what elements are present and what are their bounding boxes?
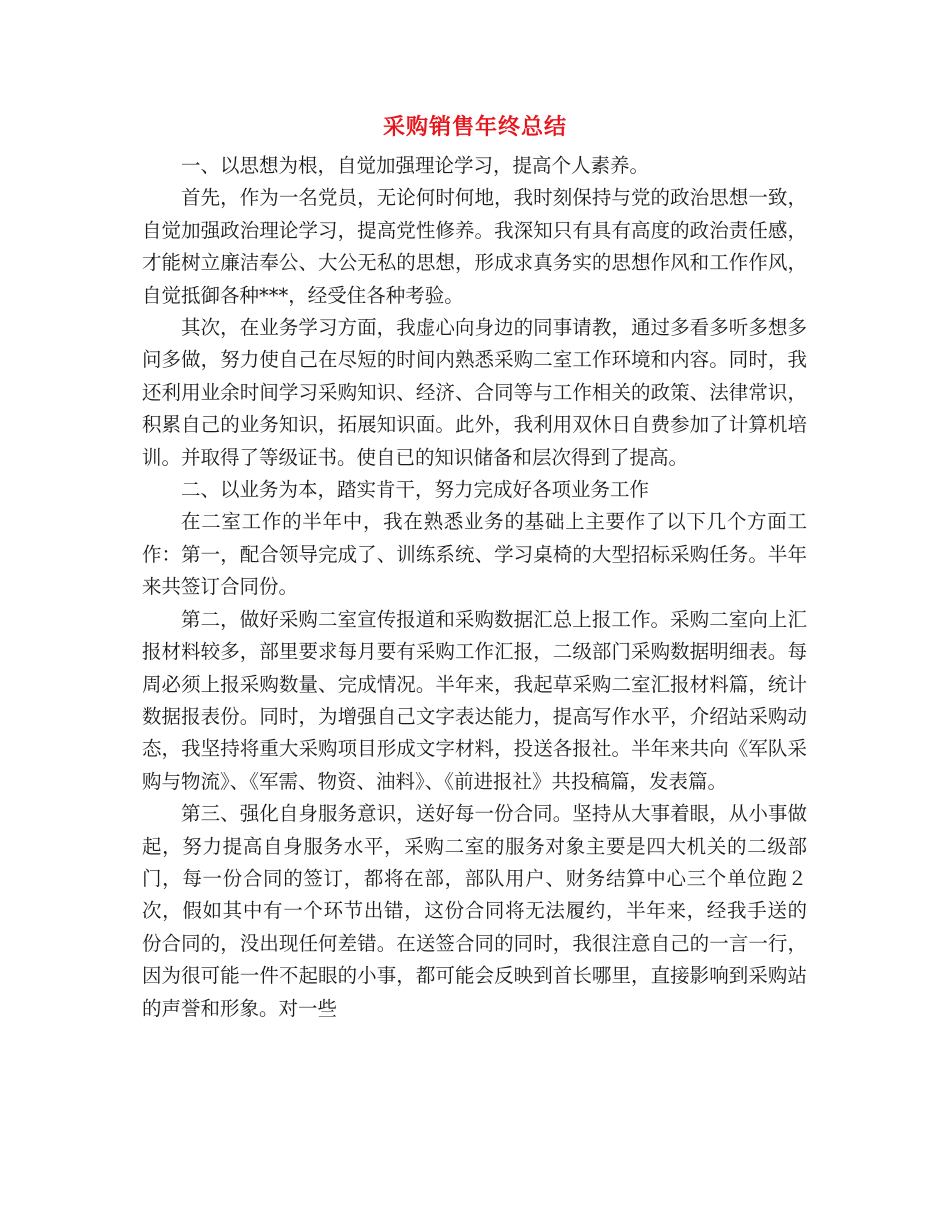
document-title: 采购销售年终总结 [382,114,567,140]
document-body [142,150,807,1025]
paragraph: 第三、强化自身服务意识，送好每一份合同。坚持从大事着眼，从小事做起，努力提高自身服务水平，采购二室的服务对象主要是四大机关的二级部门，每一份合同的签订，都将在部，部队用户、财务结算中心三个单位跑２次，假如其中有一个环节出错，这份合同将无法履约，半年来，经我手送的 份合同的，没出现任何差错。在送签合同的同时，我很注意自己的一言一行，因为很可能一件不起眼的小事，都可能会反映到首长哪里，直接影响到采购站的声誉和形象。对一些 [142,802,807,1020]
section-heading-1: 一、以思想为根，自觉加强理论学习，提高个人素养。 [181,154,650,177]
paragraph: 第二，做好采购二室宣传报道和采购数据汇总上报工作。采购二室向上汇报材料较多，部里要求每月要有采购工作汇报，二级部门采购数据明细表。每周必须上报采购数量、完成情况。半年来，我起草采购二室汇报材料篇，统计数据报表份。同时，为增强自己文字表达能力，提高写作水平，介绍站采购动态，我坚持将重大采购项目形成文字材料，投送各报社。半年来共向《军队采购与物流》、《军需、物资、油料》、《前进报社》共投稿篇，发表篇。 [142,607,807,793]
section-heading-2: 二、以业务为本，踏实肯干，努力完成好各项业务工作 [181,478,650,502]
paragraph: 其次，在业务学习方面，我虚心向身边的同事请教，通过多看多听多想多问多做，努力使自己在尽短的时间内熟悉采购二室工作环境和内容。同时，我还利用业余时间学习采购知识、经济、合同等与工作相关的政策、法律常识，积累自己的业务知识，拓展知识面。此外，我利用双休日自费参加了计算机培训。并取得了等级证书。使自已的知识储备和层次得到了提高。 [142,316,807,469]
paragraph: 在二室工作的半年中，我在熟悉业务的基础上主要作了以下几个方面工作：第一，配合领导完成了、训练系统、学习桌椅的大型招标采购任务。半年来共签订合同份。 [142,510,807,599]
paragraph: 首先，作为一名党员，无论何时何地，我时刻保持与党的政治思想一致，自觉加强政治理论学习，提高党性修养。我深知只有具有高度的政治责任感，才能树立廉洁奉公、大公无私的思想，形成求真务实的思想作风和工作作风，自觉抵御各种***，经受住各种考验。 [142,186,807,307]
